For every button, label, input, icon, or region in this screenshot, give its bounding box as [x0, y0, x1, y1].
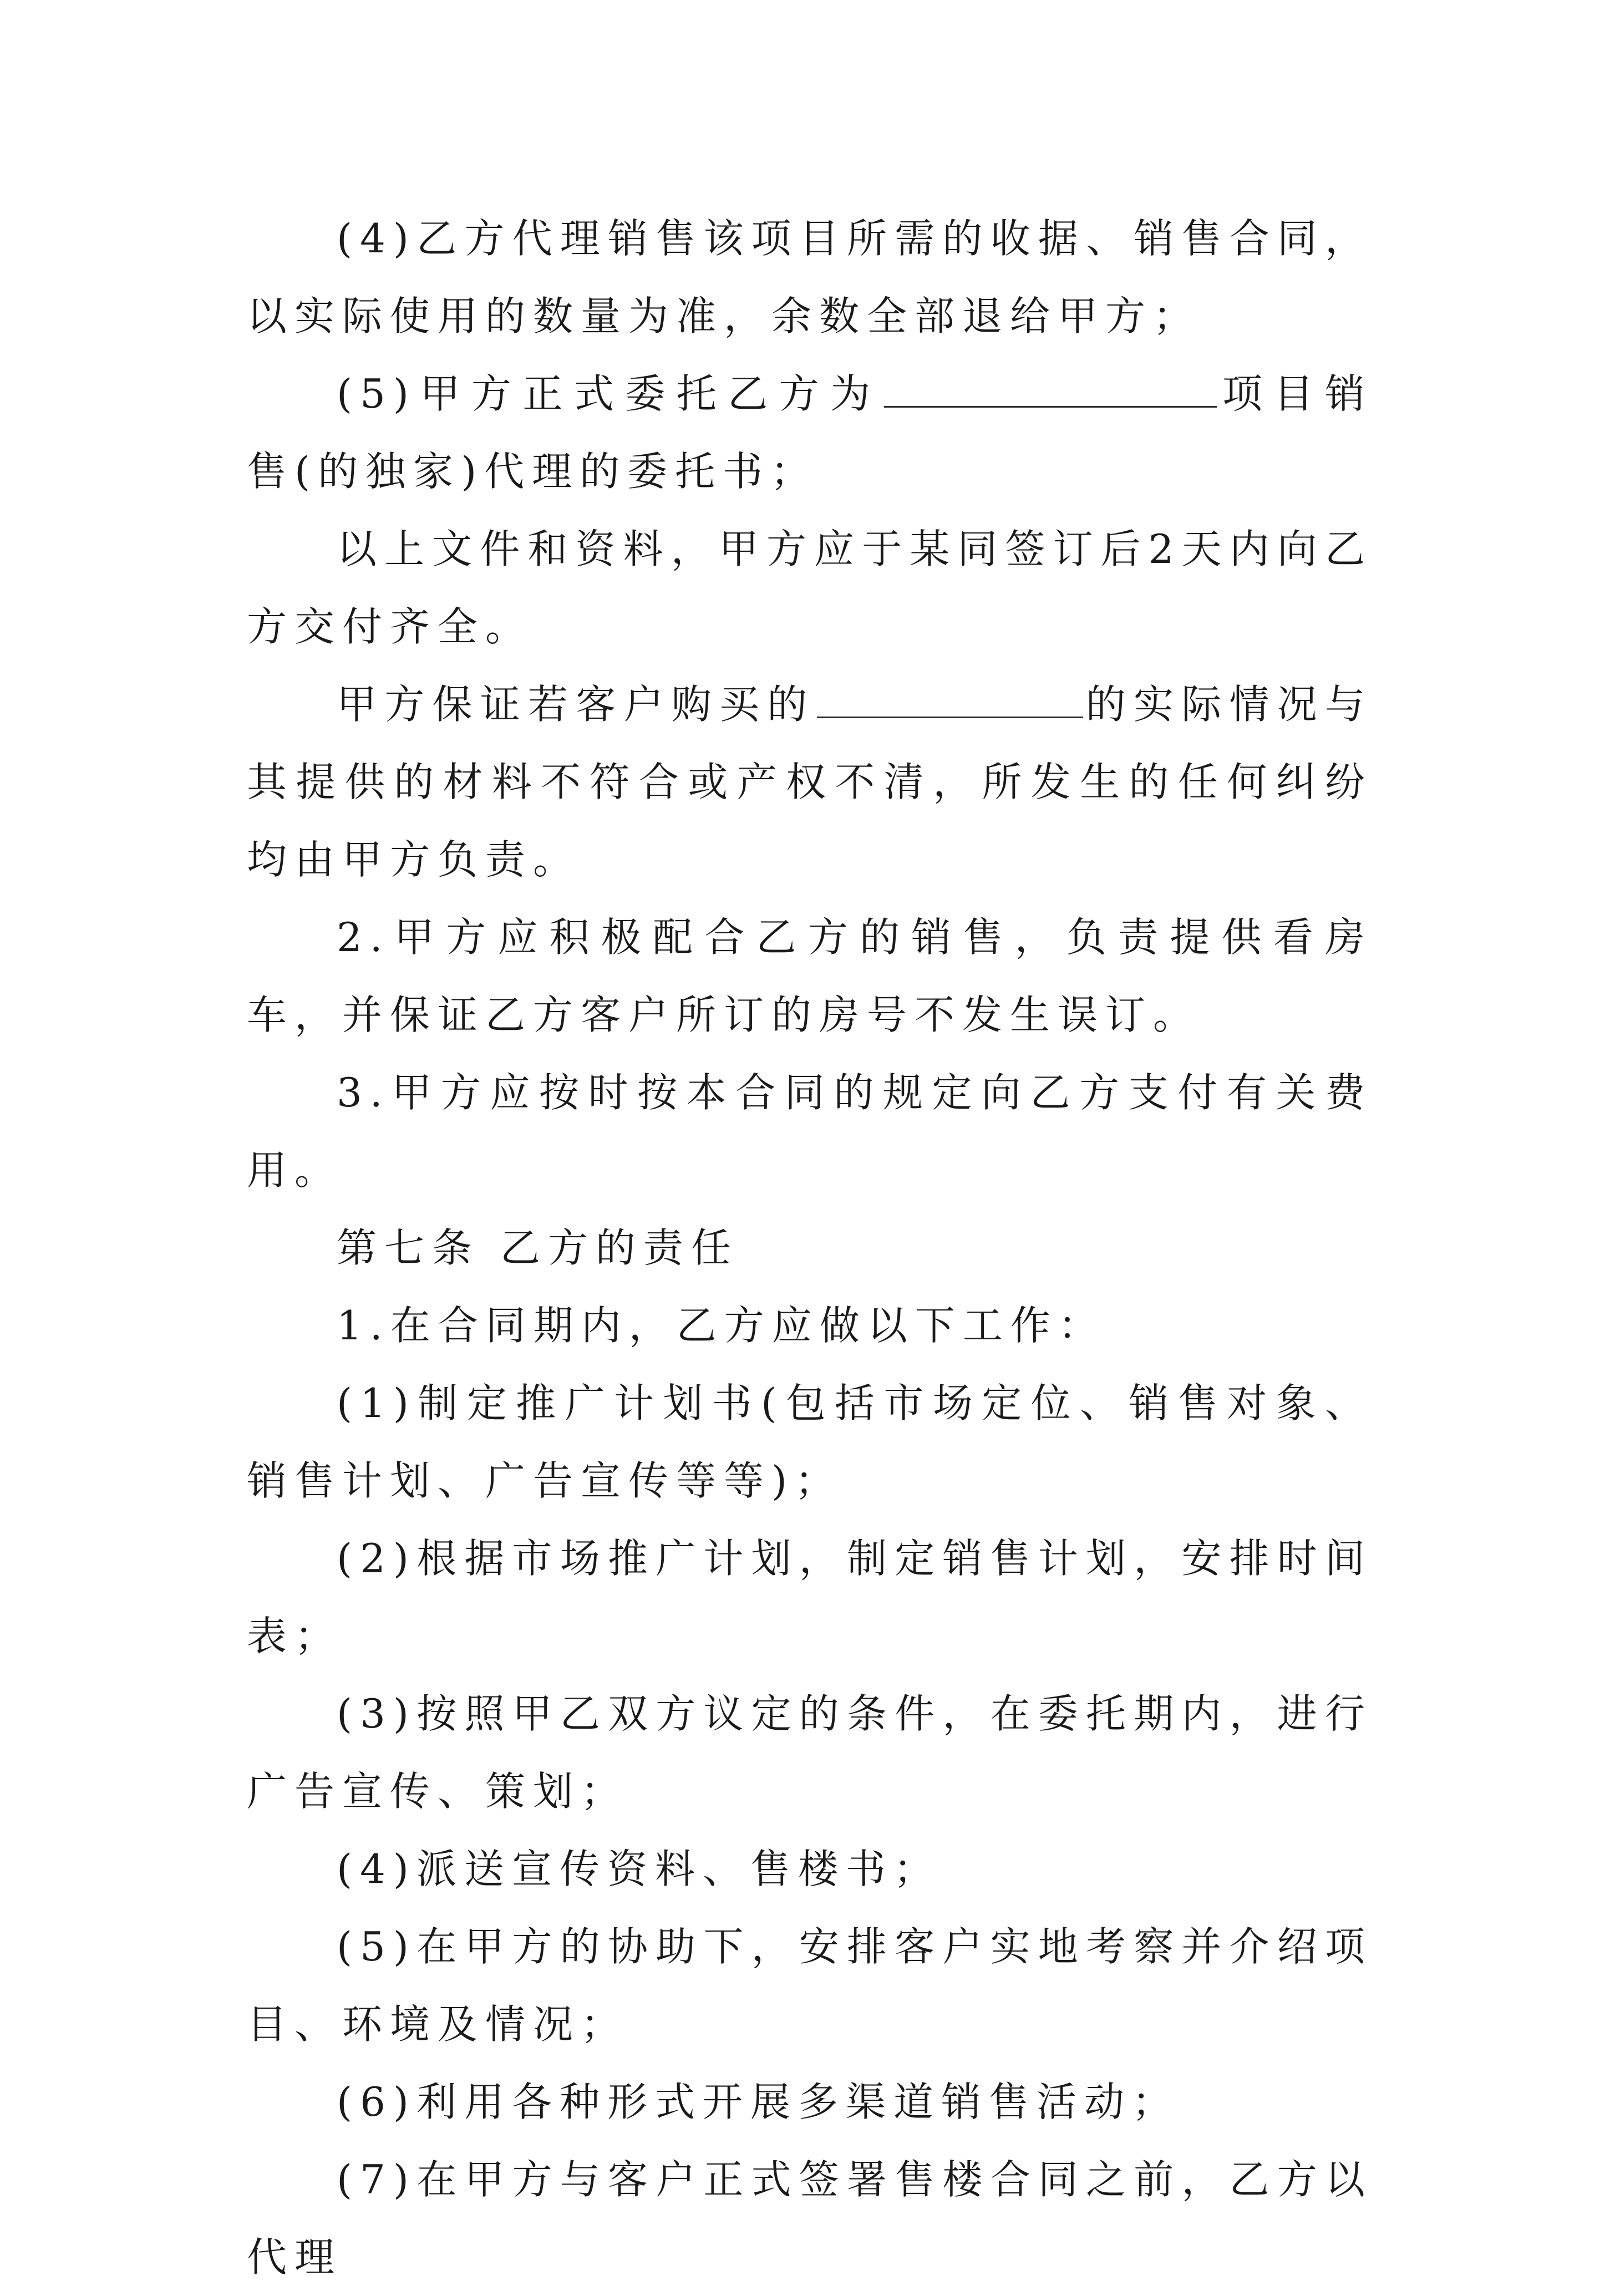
paragraph: (6)利用各种形式开展多渠道销售活动； — [337, 2079, 1180, 2125]
paragraph: (1)制定推广计划书(包括市场定位、销售对象、销售计划、广告宣传等等)； — [247, 1380, 1373, 1504]
paragraph-with-blank — [247, 355, 1373, 510]
paragraph-text-after-blank: 项目销售(的独家)代理的委托书； — [247, 370, 1373, 495]
paragraph-text-before-blank: 甲方保证若客户购买的 — [337, 681, 815, 728]
fill-in-blank-line — [884, 357, 1217, 408]
paragraph: 2.甲方应积极配合乙方的销售，负责提供看房车，并保证乙方客户所订的房号不发生误订。 — [247, 914, 1373, 1038]
paragraph: (2)根据市场推广计划，制定销售计划，安排时间表； — [247, 1535, 1373, 1659]
paragraph: (5)在甲方的协助下，安排客户实地考察并介绍项目、环境及情况； — [247, 1923, 1373, 2048]
paragraph: 1.在合同期内，乙方应做以下工作： — [337, 1302, 1106, 1349]
paragraph-text-after-blank: 的实际情况与其提供的材料不符合或产权不清，所发生的任何纠纷均由甲方负责。 — [247, 681, 1373, 883]
document-page — [247, 200, 1373, 2296]
paragraph: (4)派送宣传资料、售楼书； — [337, 1846, 941, 1892]
paragraph-text-before-blank: (5)甲方正式委托乙方为 — [337, 370, 882, 417]
paragraph: (3)按照甲乙双方议定的条件，在委托期内，进行广告宣传、策划； — [247, 1690, 1373, 1815]
paragraph: 3.甲方应按时按本合同的规定向乙方支付有关费用。 — [247, 1069, 1373, 1193]
fill-in-blank-line — [817, 668, 1083, 718]
paragraph: (4)乙方代理销售该项目所需的收据、销售合同，以实际使用的数量为准，余数全部退给甲方； — [247, 215, 1373, 339]
paragraph: (7)在甲方与客户正式签署售楼合同之前，乙方以代理 — [247, 2156, 1373, 2280]
paragraph: 以上文件和资料，甲方应于某同签订后2天内向乙方交付齐全。 — [247, 526, 1373, 650]
section-heading: 第七条 乙方的责任 — [337, 1225, 739, 1271]
paragraph-with-blank — [247, 666, 1373, 898]
